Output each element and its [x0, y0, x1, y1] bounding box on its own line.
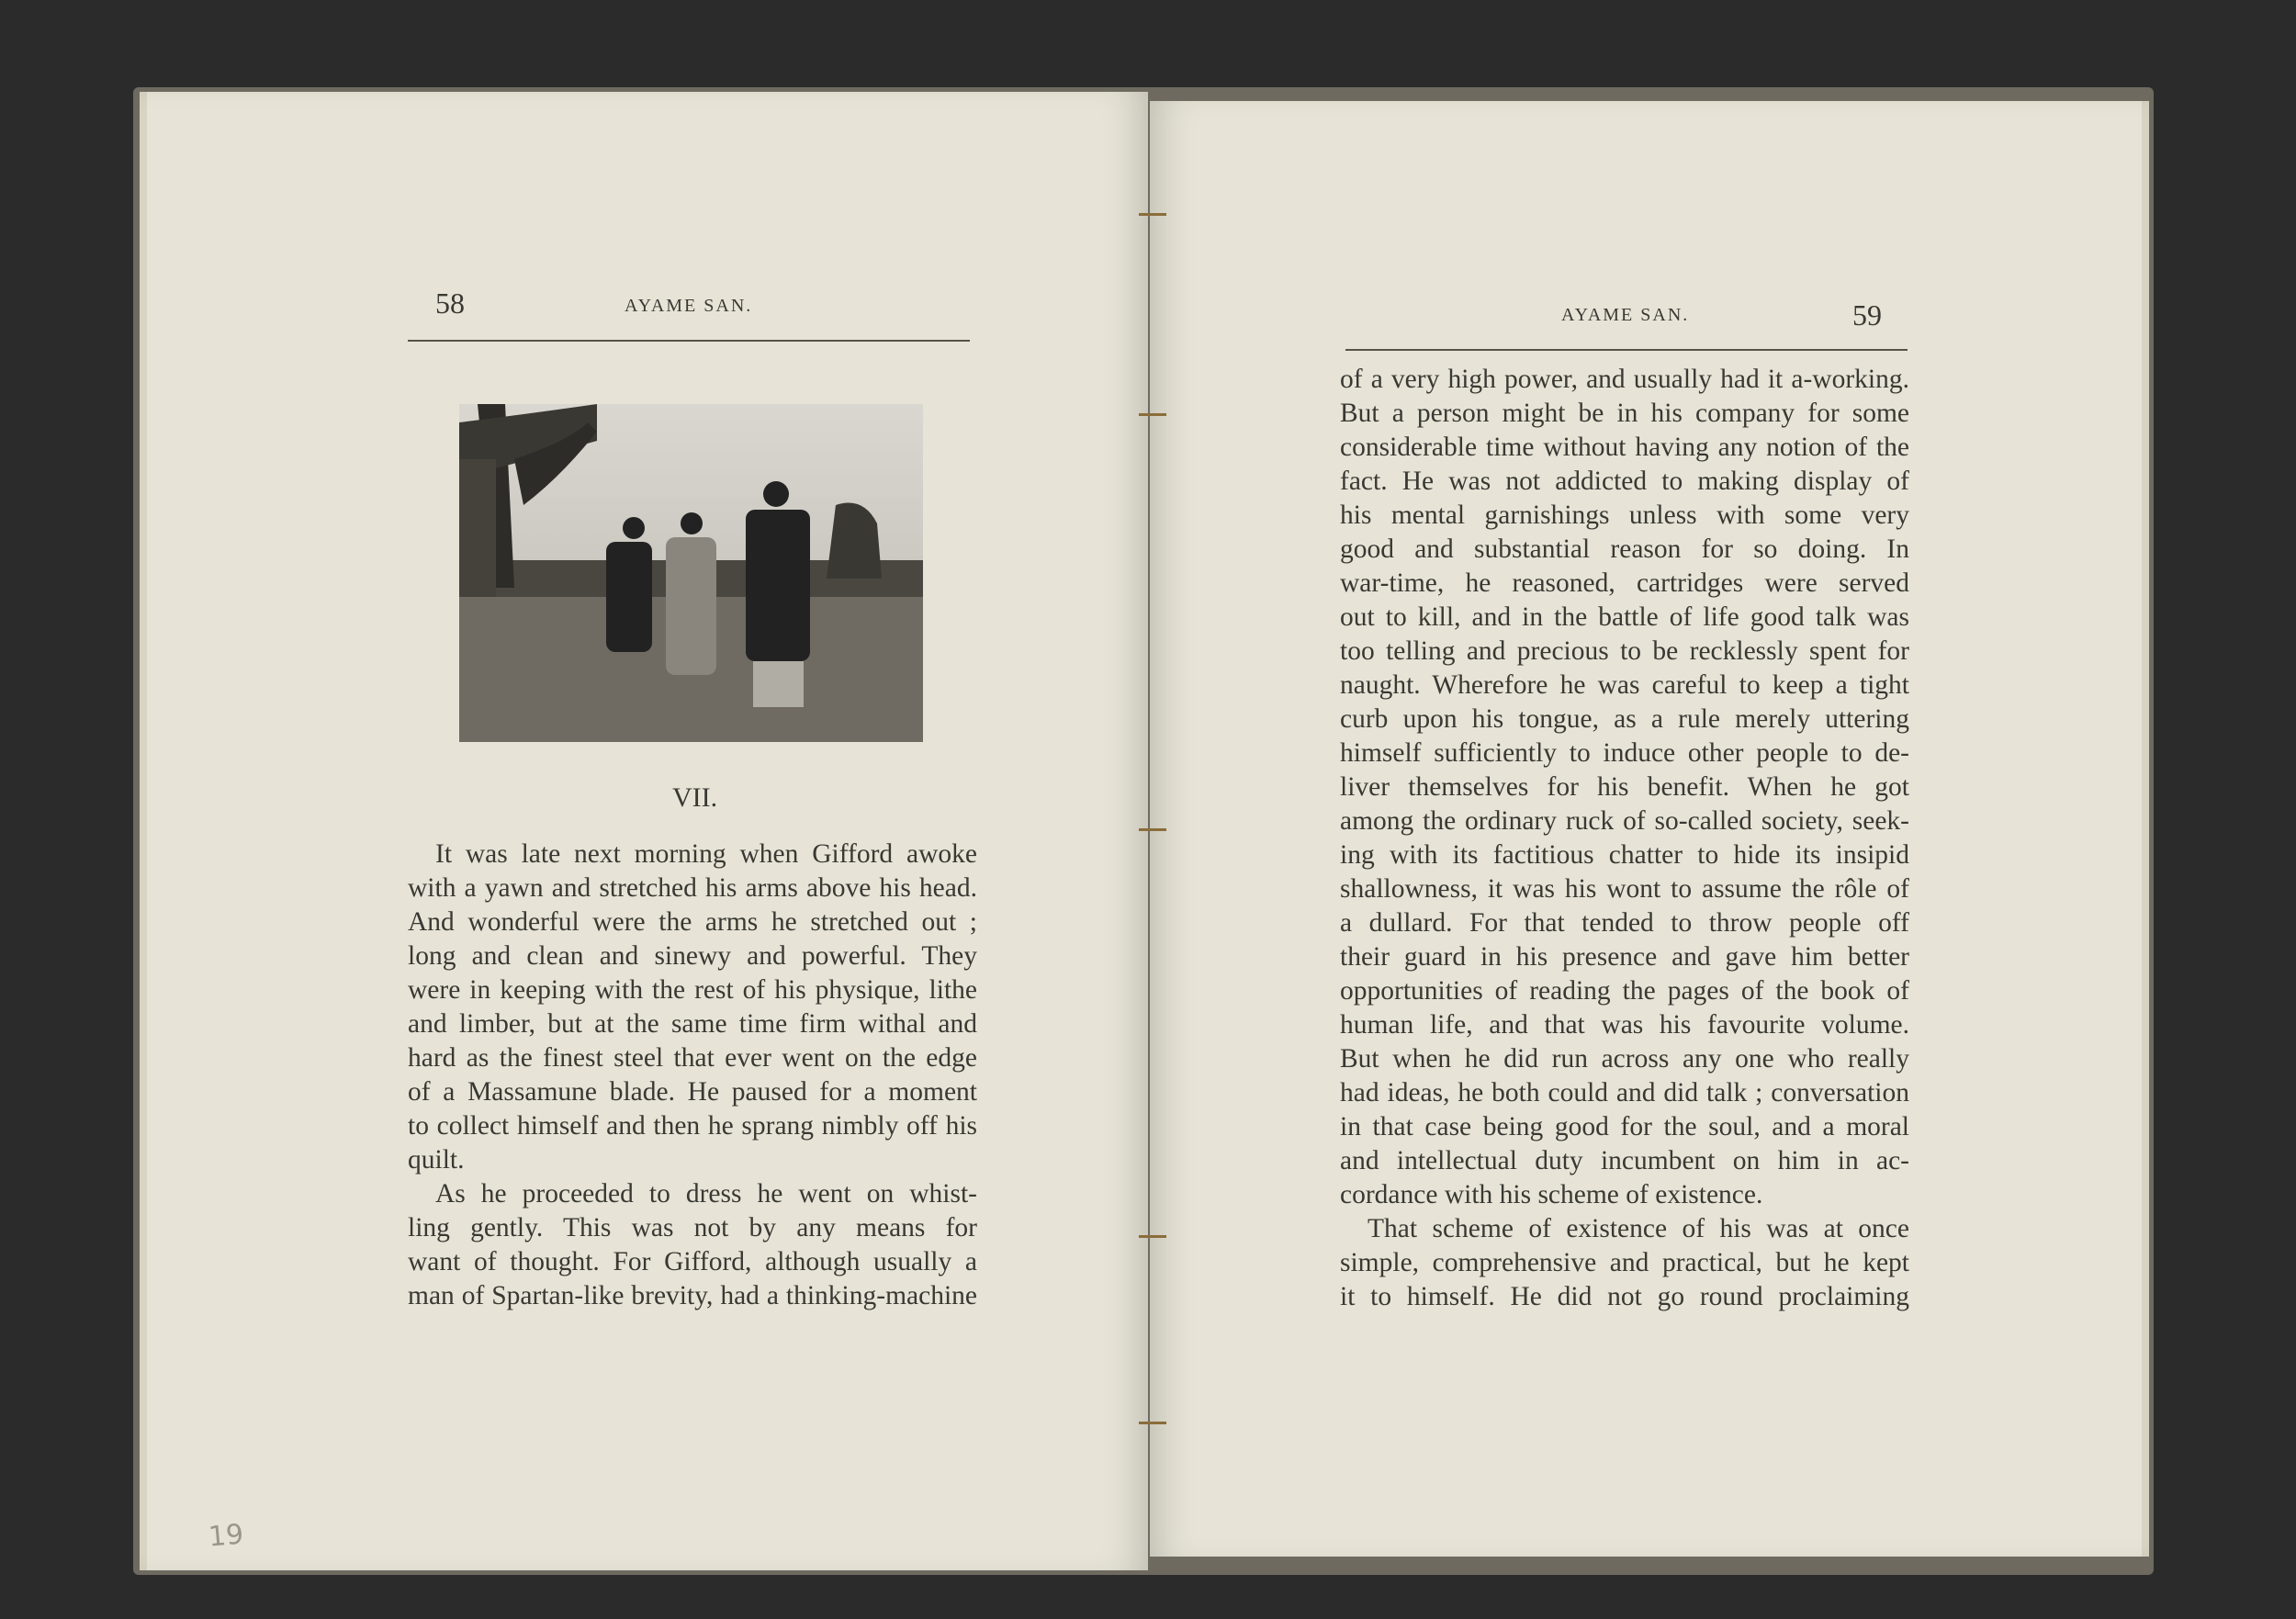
text-line: their guard in his presence and gave him better [1340, 942, 1909, 972]
text-line: of a very high power, and usually had it a-working. [1340, 365, 1909, 394]
text-line: a dullard. For that tended to throw people off [1340, 908, 1909, 938]
text-line: out to kill, and in the battle of life good talk was [1340, 602, 1909, 632]
text-line: long and clean and sinewy and powerful. They [408, 941, 977, 971]
binding-stitch [1139, 413, 1166, 416]
text-line: had ideas, he both could and did talk ; conversation [1340, 1078, 1909, 1107]
text-line: ing with its factitious chatter to hide its insipid [1340, 840, 1909, 870]
text-line: fact. He was not addicted to making display of [1340, 467, 1909, 496]
text-line: ling gently. This was not by any means for [408, 1213, 977, 1242]
photograph-three-women-in-kimono [459, 404, 923, 742]
text-line: That scheme of existence of his was at once [1367, 1214, 1909, 1243]
text-line: But a person might be in his company for some [1340, 399, 1909, 428]
text-line: But when he did run across any one who really [1340, 1044, 1909, 1074]
pencil-mark: 19 [207, 1518, 245, 1554]
text-line: were in keeping with the rest of his physique, lithe [408, 975, 977, 1005]
text-line: in that case being good for the soul, and a moral [1340, 1112, 1909, 1141]
binding-stitch [1139, 1422, 1166, 1424]
text-line: too telling and precious to be recklessly spent for [1340, 636, 1909, 666]
text-line: his mental garnishings unless with some very [1340, 500, 1909, 530]
running-head: AYAME SAN. [1561, 305, 1690, 325]
right-page [1150, 101, 2149, 1557]
chapter-heading: VII. [672, 782, 718, 813]
text-line: simple, comprehensive and practical, but he kept [1340, 1248, 1909, 1277]
text-line: with a yawn and stretched his arms above his head. [408, 873, 977, 903]
text-line: shallowness, it was his wont to assume the rôle of [1340, 874, 1909, 904]
page-number: 58 [435, 287, 465, 320]
text-line: curb upon his tongue, as a rule merely uttering [1340, 704, 1909, 734]
text-line: to collect himself and then he sprang nimbly off his [408, 1111, 977, 1141]
text-line: opportunities of reading the pages of the book of [1340, 976, 1909, 1006]
header-rule [408, 340, 970, 342]
left-page [140, 92, 1148, 1570]
binding-stitch [1139, 828, 1166, 831]
text-line: quilt. [408, 1145, 465, 1175]
running-head: AYAME SAN. [625, 296, 753, 316]
text-line: and intellectual duty incumbent on him in ac- [1340, 1146, 1909, 1175]
header-rule [1345, 349, 1908, 351]
text-line: himself sufficiently to induce other people to de- [1340, 738, 1909, 768]
body-text [1340, 363, 1909, 1314]
binding-stitch [1139, 1235, 1166, 1238]
page-number: 59 [1852, 298, 1882, 332]
text-line: human life, and that was his favourite volume. [1340, 1010, 1909, 1040]
text-line: As he proceeded to dress he went on whist- [435, 1179, 977, 1209]
text-line: it to himself. He did not go round proclaiming [1340, 1282, 1909, 1311]
text-line: naught. Wherefore he was careful to keep a tight [1340, 670, 1909, 700]
body-text [408, 838, 977, 1313]
text-line: among the ordinary ruck of so-called society, seek- [1340, 806, 1909, 836]
text-line: It was late next morning when Gifford awoke [435, 839, 977, 869]
binding-stitch [1139, 213, 1166, 216]
text-line: liver themselves for his benefit. When he got [1340, 772, 1909, 802]
text-line: considerable time without having any notion of the [1340, 433, 1909, 462]
text-line: war-time, he reasoned, cartridges were served [1340, 568, 1909, 598]
text-line: hard as the finest steel that ever went on the edge [408, 1043, 977, 1073]
text-line: And wonderful were the arms he stretched out ; [408, 907, 977, 937]
text-line: good and substantial reason for so doing. In [1340, 534, 1909, 564]
text-line: cordance with his scheme of existence. [1340, 1180, 1763, 1209]
text-line: man of Spartan-like brevity, had a thinking-machine [408, 1281, 977, 1310]
text-line: of a Massamune blade. He paused for a moment [408, 1077, 977, 1107]
text-line: and limber, but at the same time firm withal and [408, 1009, 977, 1039]
text-line: want of thought. For Gifford, although usually a [408, 1247, 977, 1276]
